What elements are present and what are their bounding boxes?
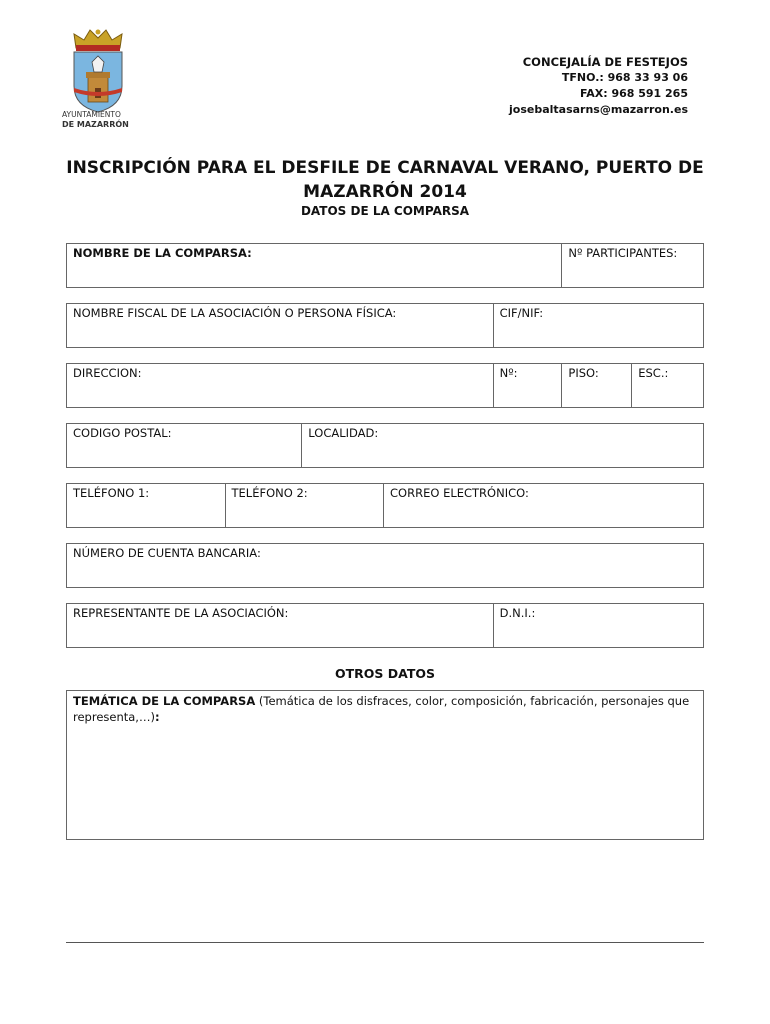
phone-number: TFNO.: 968 33 93 06	[561, 71, 688, 84]
telefono1-field[interactable]: TELÉFONO 1:	[67, 484, 226, 527]
tematica-label: TEMÁTICA DE LA COMPARSA	[73, 694, 256, 708]
logo-caption	[62, 110, 142, 130]
dni-field[interactable]: D.N.I.:	[499, 606, 536, 620]
row-cuenta	[66, 543, 704, 588]
otros-datos-heading: OTROS DATOS	[335, 666, 435, 681]
cif-field[interactable]: CIF/NIF:	[499, 306, 544, 320]
contact-block	[509, 54, 688, 118]
cuenta-bancaria-field[interactable]: NÚMERO DE CUENTA BANCARIA:	[73, 546, 261, 560]
telefono2-field[interactable]: TELÉFONO 2:	[226, 484, 385, 527]
contact-email: josebaltasarns@mazarron.es	[509, 103, 688, 116]
row-comparsa	[66, 243, 704, 288]
document-title	[40, 156, 730, 204]
correo-field[interactable]: CORREO ELECTRÓNICO:	[390, 486, 529, 500]
footer-divider	[66, 942, 704, 943]
title-line2: MAZARRÓN 2014	[303, 182, 467, 202]
tematica-colon: :	[154, 710, 160, 724]
title-line1: INSCRIPCIÓN PARA EL DESFILE DE CARNAVAL VERANO, PUERTO DE	[66, 158, 704, 178]
numero-field[interactable]: Nº:	[494, 364, 563, 407]
participantes-field[interactable]: Nº PARTICIPANTES:	[568, 246, 678, 260]
direccion-field[interactable]: DIRECCION:	[67, 364, 494, 407]
esc-field[interactable]: ESC.:	[638, 366, 669, 380]
row-direccion	[66, 363, 704, 408]
tematica-field[interactable]	[66, 690, 704, 840]
office-name: CONCEJALÍA DE FESTEJOS	[522, 55, 688, 69]
section-subtitle: DATOS DE LA COMPARSA	[300, 204, 470, 218]
row-representante	[66, 603, 704, 648]
nombre-comparsa-field[interactable]: NOMBRE DE LA COMPARSA:	[67, 244, 562, 287]
row-contacto	[66, 483, 704, 528]
logo-line1: AYUNTAMIENTO	[62, 110, 121, 119]
logo-line2: DE MAZARRÓN	[62, 120, 129, 129]
representante-field[interactable]: REPRESENTANTE DE LA ASOCIACIÓN:	[67, 604, 494, 647]
row-nombre-fiscal	[66, 303, 704, 348]
nombre-fiscal-field[interactable]: NOMBRE FISCAL DE LA ASOCIACIÓN O PERSONA FÍSICA:	[67, 304, 494, 347]
row-localidad	[66, 423, 704, 468]
localidad-field[interactable]: LOCALIDAD:	[308, 426, 379, 440]
piso-field[interactable]: PISO:	[562, 364, 632, 407]
codigo-postal-field[interactable]: CODIGO POSTAL:	[67, 424, 302, 467]
fax-number: FAX: 968 591 265	[579, 87, 688, 100]
tematica-description: (Temática de los disfraces, color, composición, fabricación, personajes que representa,…)	[73, 694, 690, 724]
